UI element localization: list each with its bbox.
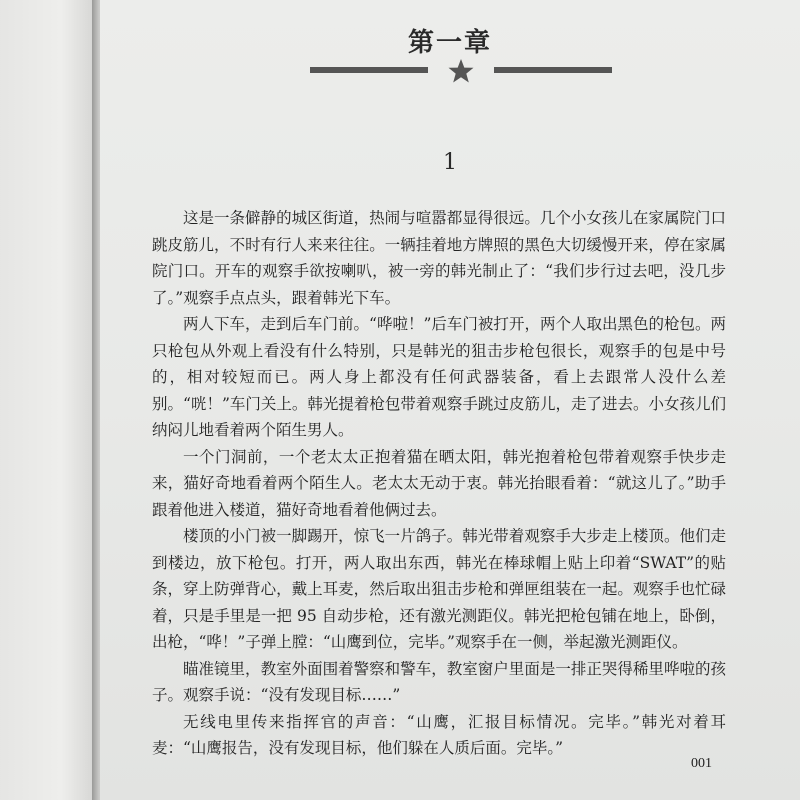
divider-bar-left xyxy=(310,67,428,73)
paragraph: 无线电里传来指挥官的声音：“山鹰，汇报目标情况。完毕。”韩光对着耳麦：“山鹰报告，没有发现目标，他们躲在人质后面。完毕。” xyxy=(152,712,726,757)
star-icon xyxy=(447,58,475,84)
divider-bar-right xyxy=(494,67,612,73)
paragraph: 一个门洞前，一个老太太正抱着猫在晒太阳，韩光抱着枪包带着观察手快步走来，猫好奇地看着两个陌生人。老太太无动于衷。韩光抬眼看着：“就这儿了。”助手跟着他进入楼道，猫好奇地看着他俩过去。 xyxy=(152,447,726,519)
left-page xyxy=(0,0,92,800)
paragraph: 瞄准镜里，教室外面围着警察和警车，教室窗户里面是一排正哭得稀里哗啦的孩子。观察手说：“没有发现目标……” xyxy=(152,659,726,704)
paragraph: 这是一条僻静的城区街道，热闹与喧嚣都显得很远。几个小女孩儿在家属院门口跳皮筋儿，不时有行人来来往往。一辆挂着地方牌照的黑色大切缓慢开来，停在家属院门口。开车的观察手欲按喇叭，被一旁的韩光制止了：“我们步行过去吧，没几步了。”观察手点点头，跟着韩光下车。 xyxy=(152,209,726,307)
body-text xyxy=(152,205,726,762)
section-number: 1 xyxy=(443,150,457,175)
chapter-title: 第一章 xyxy=(407,28,492,58)
page-number: 001 xyxy=(691,756,712,771)
paragraph: 楼顶的小门被一脚踢开，惊飞一片鸽子。韩光带着观察手大步走上楼顶。他们走到楼边，放下枪包。打开，两人取出东西，韩光在棒球帽上贴上印着“SWAT”的贴条，穿上防弹背心，戴上耳麦，然后取出狙击步枪和弹匣组装在一起。观察手也忙碌着，只是手里是一把 95 自动步枪，还有激光测距仪。韩光把枪包铺在地上，卧倒，出枪，“哗！”子弹上膛：“山鹰到位，完毕。”观察手在一侧，举起激光测距仪。 xyxy=(152,527,726,651)
chapter-divider xyxy=(310,58,612,82)
paragraph: 两人下车，走到后车门前。“哗啦！”后车门被打开，两个人取出黑色的枪包。两只枪包从外观上看没有什么特别，只是韩光的狙击步枪包很长，观察手的包是中号的，相对较短而已。两人身上都没有任何武器装备，看上去跟常人没什么差别。“咣！”车门关上。韩光提着枪包带着观察手跳过皮筋儿，走了进去。小女孩儿们纳闷儿地看着两个陌生男人。 xyxy=(152,315,726,439)
